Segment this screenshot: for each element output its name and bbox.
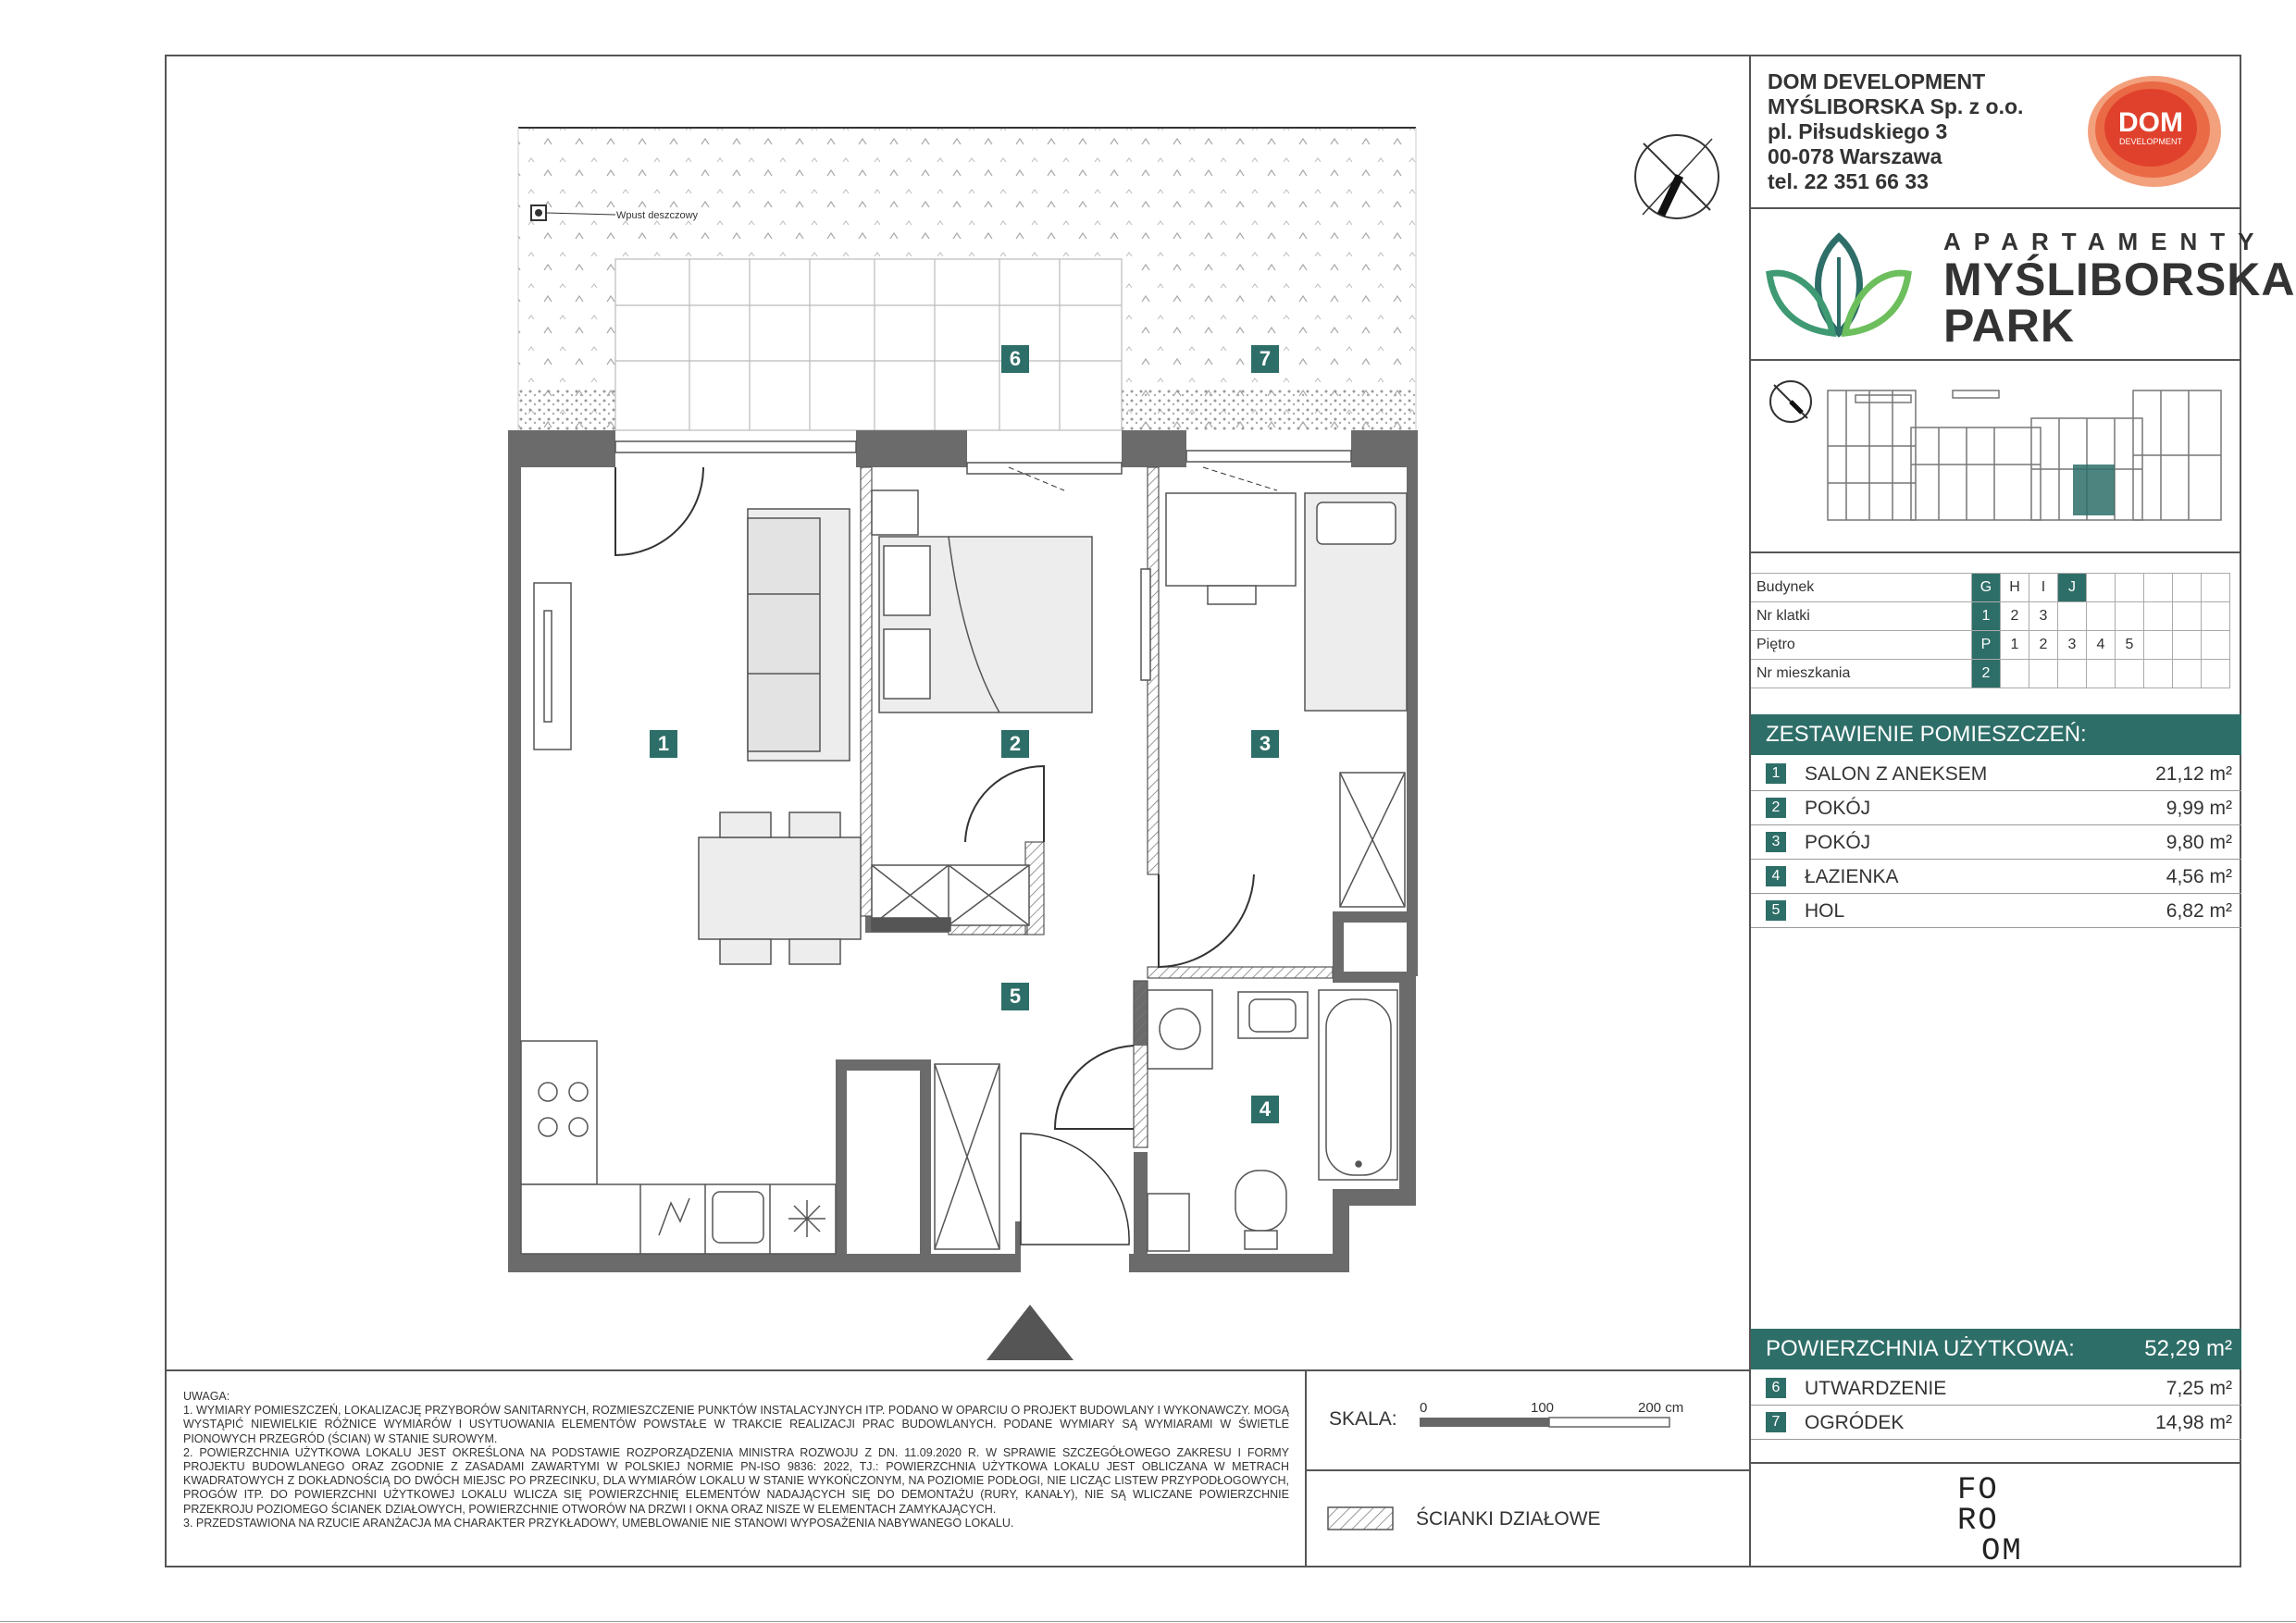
company-subname: MYŚLIBORSKA Sp. z o.o. bbox=[1768, 94, 2024, 118]
room-num: 1 bbox=[1766, 763, 1786, 784]
selector-row bbox=[1751, 631, 2230, 660]
selector-row bbox=[1751, 574, 2230, 602]
selector-row-label: Nr klatki bbox=[1751, 602, 1972, 631]
notes bbox=[183, 1390, 1289, 1530]
scale-tick-0: 0 bbox=[1420, 1400, 1428, 1416]
room-row bbox=[1751, 894, 2241, 928]
room-num: 5 bbox=[1766, 900, 1786, 921]
brand-small: APARTAMENTY bbox=[1943, 228, 2267, 255]
room-row bbox=[1751, 825, 2241, 860]
selector-cell bbox=[2087, 602, 2116, 631]
brand-line1: MYŚLIBORSKA bbox=[1943, 254, 2296, 305]
room-row bbox=[1751, 757, 2241, 791]
selector-cell bbox=[2116, 574, 2144, 602]
key-plan-highlight bbox=[2073, 465, 2115, 515]
usable-area-bar bbox=[1751, 1329, 2241, 1369]
room-name: POKÓJ bbox=[1805, 832, 1871, 853]
scale-legend-divider bbox=[1305, 1469, 1750, 1471]
scale-bar bbox=[1416, 1395, 1703, 1432]
room-tag-7: 7 bbox=[1251, 345, 1279, 373]
windows bbox=[615, 441, 1351, 474]
selector-cell[interactable]: 1 bbox=[1972, 602, 2001, 631]
room-tag-3: 3 bbox=[1251, 730, 1279, 758]
extra-row bbox=[1751, 1406, 2241, 1440]
foroom-logo bbox=[1957, 1473, 2023, 1569]
rooms-header: ZESTAWIENIE POMIESZCZEŃ: bbox=[1751, 714, 2241, 755]
key-plan-compass-icon bbox=[1770, 381, 1811, 422]
leaf-logo-icon bbox=[1760, 229, 1917, 341]
entrance-marker bbox=[987, 1305, 1074, 1360]
notes-title: UWAGA: bbox=[183, 1390, 230, 1403]
panel-line-4 bbox=[1749, 1462, 2241, 1464]
page-bottom-line bbox=[0, 1621, 2296, 1622]
legend-label: ŚCIANKI DZIAŁOWE bbox=[1416, 1508, 1601, 1530]
room-tag-4: 4 bbox=[1251, 1096, 1279, 1123]
unit-selector-table bbox=[1751, 573, 2230, 688]
selector-cell bbox=[2173, 574, 2202, 602]
floor-plan bbox=[165, 55, 1750, 1369]
room-area: 9,99 m² bbox=[2166, 798, 2232, 819]
room-tag-2: 2 bbox=[1001, 730, 1029, 758]
selector-row-label: Budynek bbox=[1751, 574, 1972, 602]
room-area: 6,82 m² bbox=[2166, 900, 2232, 922]
room-tag-5: 5 bbox=[1001, 983, 1029, 1010]
foroom-line-1: FO bbox=[1957, 1473, 1999, 1508]
selector-cell[interactable]: H bbox=[2001, 574, 2029, 602]
room-area: 21,12 m² bbox=[2155, 763, 2232, 785]
room-row bbox=[1751, 860, 2241, 894]
note-3: 3. PRZEDSTAWIONA NA RZUCIE ARANŻACJA MA CHARAKTER PRZYKŁADOWY, UMEBLOWANIE NIE STANOWI WYPOSAŻENIA NABYWANEGO LOKALU. bbox=[183, 1516, 1014, 1530]
north-compass-icon bbox=[1635, 135, 1719, 218]
note-2: 2. POWIERZCHNIA UŻYTKOWA LOKALU JEST OKREŚLONA NA PODSTAWIE ROZPORZĄDZENIA MINISTRA ROZWOJU Z DN. 11.09.2020 R. W SPRAWIE SZCZEGÓŁOWEGO ZAKRESU I FORMY PROJEKTU BUDOWLANEGO ORAZ ZGODNIE Z ZASADAMI ZAWARTYMI W POLSKIEJ NORMIE PN-ISO 9836: 2022, TJ.: POWIERZCHNIA UŻYTKOWA LOKALU JEST OBLICZANA W METRACH KWADRATOWYCH Z DOKŁADNOŚCIĄ DO DWÓCH MIEJSC PO PRZECINKU, DLA WYMIARÓW LOKALU W STANIE WYKOŃCZONYM, NA POZIOMIE PODŁOGI, NIE LICZĄC LISTEW PRZYPODŁOGOWYCH, PROGÓW ITP. DO POWIERZCHNI UŻYTKOWEJ LOKALU WLICZA SIĘ POWIERZCHNIĘ ELEMENTÓW NADAJĄCYCH SIĘ DO DEMONTAŻU (RURY, KANAŁY), NIE SĄ WLICZANE POWIERZCHNIE PRZEKROJU POZIOMEGO ŚCIANEK DZIAŁOWYCH, POWIERZCHNIE OTWORÓW NA DRZWI I OKNA ORAZ NISZE W ELEMENTACH ZAMYKAJĄCYCH. bbox=[183, 1445, 1289, 1516]
room-num: 3 bbox=[1766, 832, 1786, 852]
company-address bbox=[1768, 69, 2023, 194]
selector-cell[interactable]: 2 bbox=[2029, 631, 2058, 660]
partition-legend-swatch bbox=[1327, 1506, 1394, 1530]
extra-row bbox=[1751, 1371, 2241, 1406]
furniture bbox=[521, 490, 1407, 1254]
selector-cell bbox=[2144, 602, 2173, 631]
selector-cell bbox=[2116, 602, 2144, 631]
selector-cell bbox=[2001, 660, 2029, 688]
extra-name: UTWARDZENIE bbox=[1805, 1378, 1947, 1399]
dom-logo-text: DOM bbox=[2118, 107, 2183, 138]
usable-area-label: POWIERZCHNIA UŻYTKOWA: bbox=[1766, 1336, 2075, 1361]
selector-cell[interactable]: 1 bbox=[2001, 631, 2029, 660]
selector-cell[interactable]: J bbox=[2058, 574, 2087, 602]
dom-development-logo bbox=[2082, 70, 2226, 191]
selector-cell[interactable]: 2 bbox=[1972, 660, 2001, 688]
notes-scale-divider bbox=[1305, 1369, 1307, 1567]
room-tag-6: 6 bbox=[1001, 345, 1029, 373]
scale-label: SKALA: bbox=[1329, 1408, 1397, 1430]
selector-cell[interactable]: P bbox=[1972, 631, 2001, 660]
selector-cell bbox=[2144, 574, 2173, 602]
room-area: 4,56 m² bbox=[2166, 866, 2232, 887]
selector-cell[interactable]: 3 bbox=[2029, 602, 2058, 631]
selector-cell[interactable]: 2 bbox=[2001, 602, 2029, 631]
selector-cell bbox=[2087, 660, 2116, 688]
scale-tick-100: 100 bbox=[1531, 1400, 1555, 1416]
selector-cell[interactable]: 3 bbox=[2058, 631, 2087, 660]
selector-cell bbox=[2029, 660, 2058, 688]
selector-cell[interactable]: 5 bbox=[2116, 631, 2144, 660]
selector-row bbox=[1751, 660, 2230, 688]
selector-cell bbox=[2202, 574, 2230, 602]
company-name: DOM DEVELOPMENT bbox=[1768, 69, 1986, 93]
brand-title bbox=[1943, 228, 2296, 352]
drain-label: Wpust deszczowy bbox=[616, 210, 699, 221]
foroom-line-3: OM bbox=[1981, 1534, 2023, 1569]
panel-line-1 bbox=[1749, 207, 2241, 209]
room-name: POKÓJ bbox=[1805, 798, 1871, 819]
selector-cell bbox=[2058, 660, 2087, 688]
panel-line-2 bbox=[1749, 359, 2241, 361]
terrace-paving bbox=[615, 259, 1122, 430]
selector-cell bbox=[2144, 660, 2173, 688]
selector-row-label: Nr mieszkania bbox=[1751, 660, 1972, 688]
selector-row-label: Piętro bbox=[1751, 631, 1972, 660]
extra-area: 7,25 m² bbox=[2166, 1378, 2232, 1399]
selector-row bbox=[1751, 602, 2230, 631]
extra-area: 14,98 m² bbox=[2155, 1412, 2232, 1433]
room-row bbox=[1751, 791, 2241, 825]
selector-cell bbox=[2173, 602, 2202, 631]
foroom-line-2: RO bbox=[1957, 1504, 1999, 1539]
room-name: HOL bbox=[1805, 900, 1845, 922]
dom-logo-subtext: DEVELOPMENT bbox=[2118, 137, 2183, 146]
scale-tick-200: 200 cm bbox=[1638, 1400, 1684, 1416]
selector-cell bbox=[2116, 660, 2144, 688]
company-street: pl. Piłsudskiego 3 bbox=[1768, 119, 1948, 143]
extra-num: 6 bbox=[1766, 1378, 1786, 1398]
selector-cell bbox=[2087, 574, 2116, 602]
selector-cell bbox=[2202, 602, 2230, 631]
room-area: 9,80 m² bbox=[2166, 832, 2232, 853]
selector-cell bbox=[2202, 631, 2230, 660]
selector-cell[interactable]: G bbox=[1972, 574, 2001, 602]
usable-area-value: 52,29 m² bbox=[2144, 1336, 2232, 1361]
key-plan bbox=[1763, 372, 2235, 539]
note-1: 1. WYMIARY POMIESZCZEŃ, LOKALIZACJĘ PRZYBORÓW SANITARNYCH, ROZMIESZCZENIE PUNKTÓW INSTALACYJNYCH ITP. PODANO W OPARCIU O PROJEKT BUDOWLANY I WYKONAWCZY. MOGĄ WYSTĄPIĆ NIEWIELKIE RÓŻNICE WYMIARÓW I USYTUOWANIA ELEMENTÓW POWSTAŁE W TRAKCIE REALIZACJI PRAC BUDOWLANYCH. PODANE WYMIARY SĄ WYMIARAMI W ŚWIETLE PIONOWYCH PRZEGRÓD (ŚCIAN) W STANIE SUROWYM. bbox=[183, 1404, 1289, 1445]
company-city: 00-078 Warszawa bbox=[1768, 144, 1942, 168]
selector-cell[interactable]: 4 bbox=[2087, 631, 2116, 660]
selector-cell bbox=[2202, 660, 2230, 688]
panel-line-3 bbox=[1749, 551, 2241, 553]
extra-name: OGRÓDEK bbox=[1805, 1412, 1905, 1433]
company-phone: tel. 22 351 66 33 bbox=[1768, 169, 1929, 193]
selector-cell bbox=[2144, 631, 2173, 660]
selector-cell bbox=[2173, 660, 2202, 688]
room-num: 2 bbox=[1766, 798, 1786, 818]
room-name: SALON Z ANEKSEM bbox=[1805, 763, 1988, 785]
notes-divider bbox=[165, 1369, 1750, 1371]
extra-num: 7 bbox=[1766, 1412, 1786, 1432]
room-tag-1: 1 bbox=[650, 730, 677, 758]
selector-cell bbox=[2173, 631, 2202, 660]
selector-cell bbox=[2058, 602, 2087, 631]
selector-cell[interactable]: I bbox=[2029, 574, 2058, 602]
brand-line2: PARK bbox=[1943, 300, 2075, 352]
room-name: ŁAZIENKA bbox=[1805, 866, 1899, 887]
room-num: 4 bbox=[1766, 866, 1786, 886]
